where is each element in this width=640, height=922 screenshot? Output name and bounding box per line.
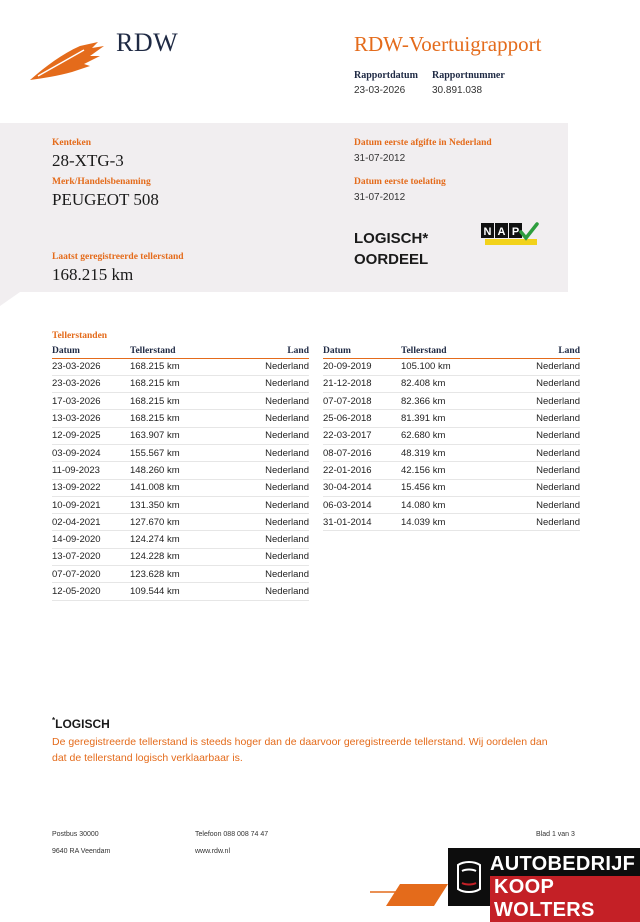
rapportnummer-block — [432, 70, 505, 96]
car-icon — [454, 857, 484, 897]
cell-land: Nederland — [214, 583, 309, 600]
cell-land: Nederland — [214, 410, 309, 427]
tellerstanden-table-right — [323, 345, 580, 531]
cell-tellerstand: 14.039 km — [401, 514, 485, 531]
cell-datum: 08-07-2016 — [323, 444, 401, 461]
cell-land: Nederland — [214, 444, 309, 461]
teller-field — [52, 252, 184, 285]
table-body-left — [52, 358, 309, 600]
table-row — [52, 393, 309, 410]
dealer-badge — [448, 848, 640, 921]
cell-datum: 11-09-2023 — [52, 462, 130, 479]
cell-datum: 13-03-2026 — [52, 410, 130, 427]
cell-tellerstand: 82.408 km — [401, 375, 485, 392]
cell-datum: 20-09-2019 — [323, 358, 401, 375]
cell-land: Nederland — [214, 427, 309, 444]
table-row — [52, 462, 309, 479]
cell-tellerstand: 141.008 km — [130, 479, 214, 496]
footer-plaats: 9640 RA Veendam — [52, 848, 111, 855]
merk-field — [52, 177, 159, 210]
nap-logo-icon — [481, 223, 539, 247]
rapportdatum-value: 23-03-2026 — [354, 85, 406, 96]
cell-datum: 22-01-2016 — [323, 462, 401, 479]
table-row — [52, 444, 309, 461]
cell-land: Nederland — [214, 531, 309, 548]
cell-tellerstand: 62.680 km — [401, 427, 485, 444]
cell-land: Nederland — [214, 375, 309, 392]
cell-land: Nederland — [214, 496, 309, 513]
cell-tellerstand: 48.319 km — [401, 444, 485, 461]
cell-land: Nederland — [214, 548, 309, 565]
panel-notch — [0, 292, 20, 306]
cell-tellerstand: 15.456 km — [401, 479, 485, 496]
cell-land: Nederland — [485, 462, 580, 479]
cell-land: Nederland — [485, 358, 580, 375]
cell-land: Nederland — [214, 479, 309, 496]
cell-datum: 10-09-2021 — [52, 496, 130, 513]
table-row — [323, 496, 580, 513]
dealer-name-line1: AUTOBEDRIJF — [490, 853, 636, 875]
cell-datum: 31-01-2014 — [323, 514, 401, 531]
cell-land: Nederland — [485, 427, 580, 444]
footer-telefoon: Telefoon 088 008 74 47 — [195, 831, 269, 838]
cell-tellerstand: 82.366 km — [401, 393, 485, 410]
footer-page-number: Blad 1 van 3 — [536, 831, 575, 838]
cell-tellerstand: 123.628 km — [130, 566, 214, 583]
cell-land: Nederland — [214, 358, 309, 375]
table-row — [52, 479, 309, 496]
cell-land: Nederland — [485, 375, 580, 392]
cell-land: Nederland — [485, 514, 580, 531]
cell-land: Nederland — [485, 479, 580, 496]
table-row — [52, 583, 309, 600]
cell-datum: 23-03-2026 — [52, 375, 130, 392]
cell-tellerstand: 109.544 km — [130, 583, 214, 600]
table-row — [323, 410, 580, 427]
cell-tellerstand: 168.215 km — [130, 410, 214, 427]
rapportdatum-block — [354, 70, 418, 96]
kenteken-label: Kenteken — [52, 138, 92, 148]
merk-label: Merk/Handelsbenaming — [52, 177, 151, 187]
rdw-logo-icon — [28, 36, 108, 84]
cell-tellerstand: 14.080 km — [401, 496, 485, 513]
cell-datum: 07-07-2018 — [323, 393, 401, 410]
table-row — [323, 358, 580, 375]
cell-land: Nederland — [214, 393, 309, 410]
footer-rdw-mark-icon — [370, 880, 450, 906]
cell-datum: 25-06-2018 — [323, 410, 401, 427]
cell-datum: 21-12-2018 — [323, 375, 401, 392]
cell-land: Nederland — [214, 566, 309, 583]
footer-website[interactable]: www.rdw.nl — [195, 848, 231, 855]
table-row — [323, 393, 580, 410]
verdict-line1: LOGISCH* — [354, 230, 429, 247]
table-row — [52, 566, 309, 583]
cell-tellerstand: 124.274 km — [130, 531, 214, 548]
cell-datum: 13-07-2020 — [52, 548, 130, 565]
rapportnummer-value: 30.891.038 — [432, 85, 483, 96]
table-row — [323, 427, 580, 444]
footer-postbus: Postbus 30000 — [52, 831, 99, 838]
cell-tellerstand: 131.350 km — [130, 496, 214, 513]
cell-datum: 17-03-2026 — [52, 393, 130, 410]
cell-tellerstand: 148.260 km — [130, 462, 214, 479]
toelating-value: 31-07-2012 — [354, 192, 406, 203]
rapportdatum-label: Rapportdatum — [354, 70, 418, 81]
table-row — [52, 496, 309, 513]
cell-land: Nederland — [214, 514, 309, 531]
toelating-field — [354, 177, 446, 203]
merk-value: PEUGEOT 508 — [52, 190, 159, 209]
afgifte-value: 31-07-2012 — [354, 153, 406, 164]
cell-land: Nederland — [485, 496, 580, 513]
table-row — [52, 358, 309, 375]
table-row — [323, 444, 580, 461]
cell-datum: 03-09-2024 — [52, 444, 130, 461]
col-land-header: Land — [485, 345, 580, 358]
afgifte-label: Datum eerste afgifte in Nederland — [354, 138, 492, 148]
cell-tellerstand: 105.100 km — [401, 358, 485, 375]
rapportnummer-label: Rapportnummer — [432, 70, 505, 81]
cell-tellerstand: 168.215 km — [130, 358, 214, 375]
kenteken-field — [52, 138, 124, 171]
cell-datum: 14-09-2020 — [52, 531, 130, 548]
table-row — [52, 375, 309, 392]
logo-text: RDW — [116, 28, 179, 57]
cell-tellerstand: 127.670 km — [130, 514, 214, 531]
table-row — [52, 427, 309, 444]
footnote-body: De geregistreerde tellerstand is steeds hoger dan de daarvoor geregistreerde tellerstand. Wij oordelen dan dat de tellerstand logisch verklaarbaar is. — [52, 736, 548, 764]
footnote-title-text: LOGISCH — [55, 717, 110, 731]
cell-land: Nederland — [485, 393, 580, 410]
verdict-line2: OORDEEL — [354, 251, 429, 268]
kenteken-value: 28-XTG-3 — [52, 151, 124, 170]
table-row — [323, 479, 580, 496]
cell-tellerstand: 163.907 km — [130, 427, 214, 444]
cell-land: Nederland — [214, 462, 309, 479]
cell-datum: 06-03-2014 — [323, 496, 401, 513]
cell-land: Nederland — [485, 444, 580, 461]
teller-value: 168.215 km — [52, 265, 134, 284]
col-datum-header: Datum — [323, 345, 401, 358]
cell-datum: 12-05-2020 — [52, 583, 130, 600]
table-row — [323, 462, 580, 479]
col-land-header: Land — [214, 345, 309, 358]
cell-datum: 22-03-2017 — [323, 427, 401, 444]
svg-text:N: N — [483, 226, 492, 238]
svg-text:P: P — [511, 226, 520, 238]
cell-tellerstand: 81.391 km — [401, 410, 485, 427]
cell-datum: 12-09-2025 — [52, 427, 130, 444]
table-body-right — [323, 358, 580, 531]
col-teller-header: Tellerstand — [130, 345, 214, 358]
table-row — [323, 375, 580, 392]
cell-tellerstand: 168.215 km — [130, 393, 214, 410]
report-title: RDW-Voertuigrapport — [354, 32, 542, 56]
table-row — [52, 410, 309, 427]
cell-tellerstand: 124.228 km — [130, 548, 214, 565]
footnote-marker: * — [52, 716, 56, 725]
dealer-name-line2: KOOP WOLTERS — [490, 876, 640, 922]
table-header-row — [52, 345, 309, 358]
table-header-row — [323, 345, 580, 358]
afgifte-field — [354, 138, 492, 164]
table-row — [52, 531, 309, 548]
cell-datum: 02-04-2021 — [52, 514, 130, 531]
cell-datum: 23-03-2026 — [52, 358, 130, 375]
table-row — [323, 514, 580, 531]
table-row — [52, 548, 309, 565]
verdict — [354, 228, 428, 270]
cell-land: Nederland — [485, 410, 580, 427]
teller-label: Laatst geregistreerde tellerstand — [52, 252, 184, 262]
tellerstanden-table-left — [52, 345, 309, 601]
svg-text:A: A — [497, 226, 506, 238]
tellerstanden-title: Tellerstanden — [52, 331, 108, 341]
toelating-label: Datum eerste toelating — [354, 177, 446, 187]
col-datum-header: Datum — [52, 345, 130, 358]
col-teller-header: Tellerstand — [401, 345, 485, 358]
cell-tellerstand: 155.567 km — [130, 444, 214, 461]
footnote-title — [52, 716, 110, 731]
cell-datum: 30-04-2014 — [323, 479, 401, 496]
cell-datum: 13-09-2022 — [52, 479, 130, 496]
cell-tellerstand: 168.215 km — [130, 375, 214, 392]
cell-datum: 07-07-2020 — [52, 566, 130, 583]
table-row — [52, 514, 309, 531]
cell-tellerstand: 42.156 km — [401, 462, 485, 479]
